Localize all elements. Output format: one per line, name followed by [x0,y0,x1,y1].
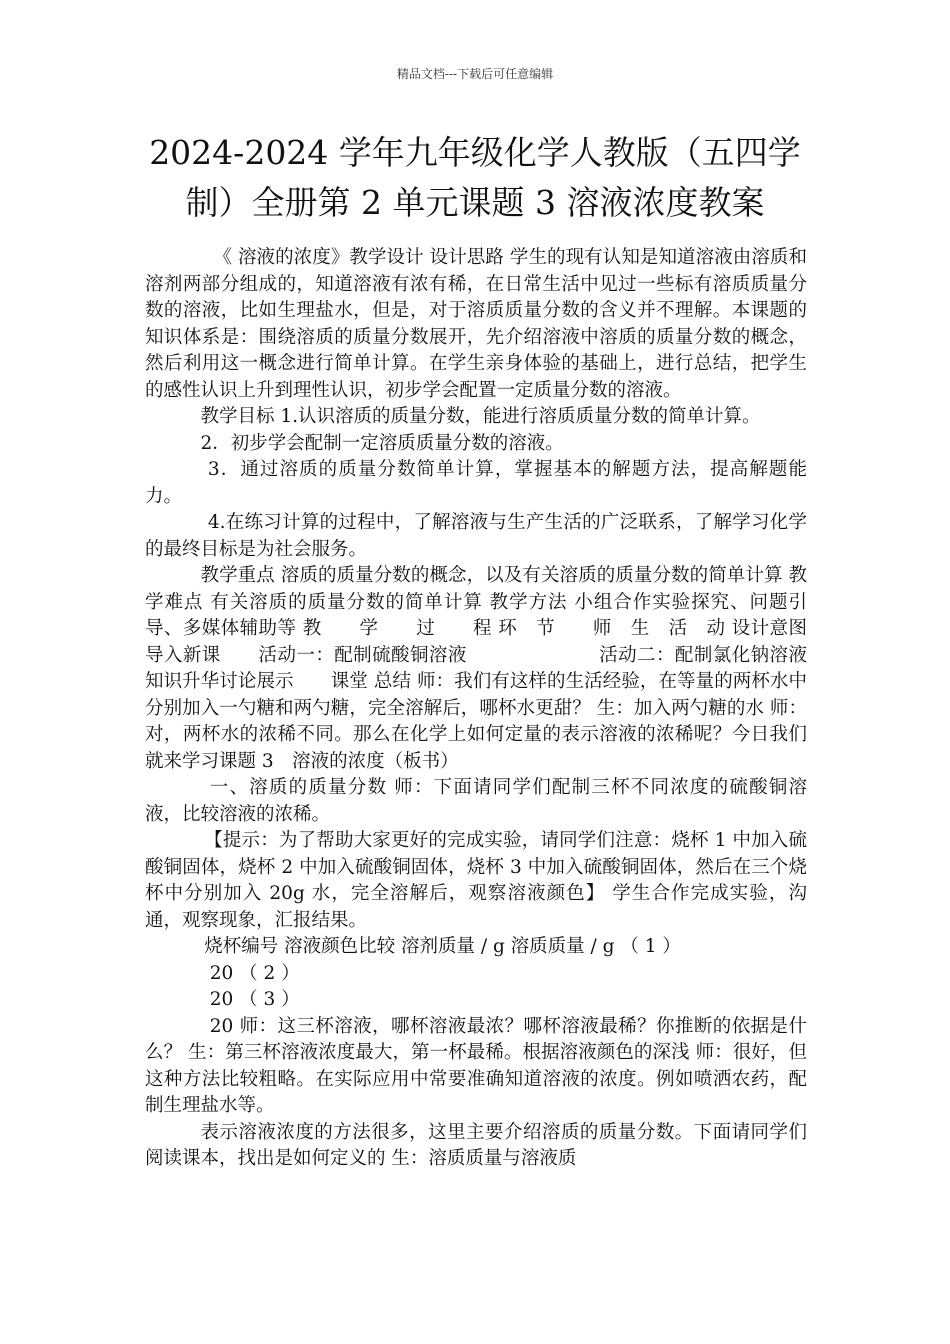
table-row-line: 20 （ 2 ） [209,962,300,984]
paragraph-discussion: 20 师：这三杯溶液，哪杯溶液最浓？哪杯溶液最稀？你推断的依据是什么？ 生：第三杯溶液浓度最大，第一杯最稀。根据溶液颜色的深浅 师：很好，但这种方法比较粗略。在实际应用中常要准确知道溶液的浓度。例如喷洒农药，配制生理盐水等。 [145,1015,807,1116]
paragraph-objective-3: 3．通过溶质的质量分数简单计算，掌握基本的解题方法，提高解题能力。 [145,459,807,507]
page-header: 精品文档---下载后可任意编辑 [396,67,554,81]
table-row-line: 20 （ 3 ） [209,989,300,1010]
paragraph-design-idea: 《 溶液的浓度》教学设计 设计思路 学生的现有认知是知道溶液由溶质和溶剂两部分组成的，知道溶液有浓有稀，在日常生活中见过一些标有溶质质量分数的溶液，比如生理盐水，但是，对于溶质质量分数的含义并不理解。本课题的知识体系是：围绕溶质的质量分数展开，先介绍溶液中溶质的质量分数的概念，然后利用这一概念进行简单计算。在学生亲身体验的基础上，进行总结，把学生的感性认识上升到理性认识，初步学会配置一定质量分数的溶液。 [145,247,807,401]
paragraph-section-one: 一、溶质的质量分数 师：下面请同学们配制三杯不同浓度的硫酸铜溶液，比较溶液的浓稀。 [145,777,807,825]
paragraph-objective-2: 2．初步学会配制一定溶质质量分数的溶液。 [200,432,564,454]
paragraph-hint: 【提示：为了帮助大家更好的完成实验，请同学们注意：烧杯 1 中加入硫酸铜固体，烧杯 2 中加入硫酸铜固体，烧杯 3 中加入硫酸铜固体，然后在三个烧杯中分别加入 20g 水，完全溶解后，观察溶液颜色】 学生合作完成实验，沟通，观察现象，汇报结果。 [145,830,807,931]
document-body [145,245,863,1173]
paragraph-objective-1: 教学目标 1.认识溶质的质量分数，能进行溶质质量分数的简单计算。 [200,406,761,427]
paragraph-definition: 表示溶液浓度的方法很多，这里主要介绍溶质的质量分数。下面请同学们阅读课本，找出是如何定义的 生：溶质质量与溶液质 [145,1121,807,1169]
paragraph-key-points: 教学重点 溶质的质量分数的概念，以及有关溶质的质量分数的简单计算 教学难点 有关溶质的质量分数的简单计算 教学方法 小组合作实验探究、问题引导、多媒体辅助等 教 学 过 程 环 节 师 生 活 动 设计意图 导入新课 活动一：配制硫酸铜溶液 活动二：配制氯化钠溶液 知识升华讨论展示 课堂 总结 师：我们有这样的生活经验，在等量的两杯水中分别加入一勺糖和两勺糖，完全溶解后，哪杯水更甜？ 生：加入两勺糖的水 师：对，两杯水的浓稀不同。那么在化学上如何定量的表示溶液的浓稀呢？今日我们就来学习课题 3 溶液的浓度（板书） [145,565,863,772]
document-title: 2024-2024 学年九年级化学人教版（五四学制）全册第 2 单元课题 3 溶液浓度教案 [149,133,801,222]
paragraph-objective-4: 4.在练习计算的过程中，了解溶液与生产生活的广泛联系，了解学习化学的最终目标是为社会服务。 [145,512,807,560]
table-header-line: 烧杯编号 溶液颜色比较 溶剂质量 / g 溶质质量 / g （ 1 ） [204,936,681,957]
